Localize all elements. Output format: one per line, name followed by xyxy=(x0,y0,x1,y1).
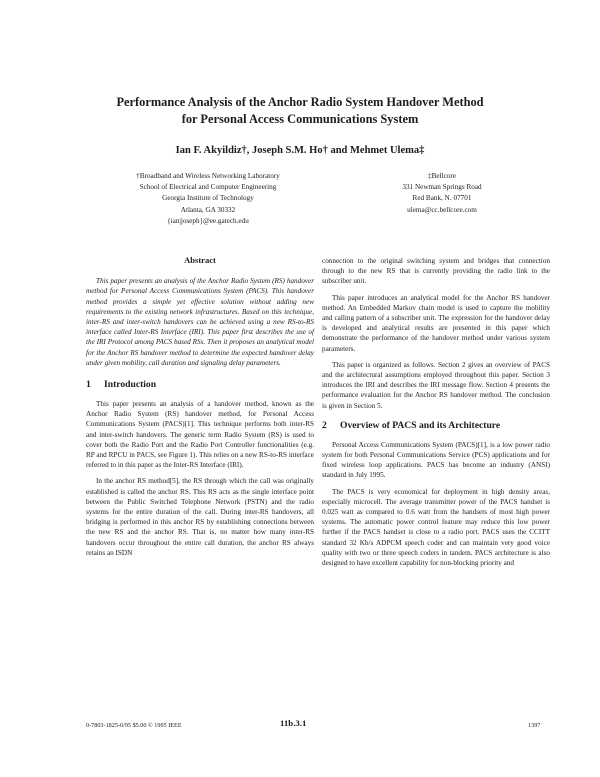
authors: Ian F. Akyildiz†, Joseph S.M. Ho† and Mehmet Ulema‡ xyxy=(175,145,425,156)
paper-title-line2: for Personal Access Communications System xyxy=(181,112,419,126)
right-paragraph: This paper is organized as follows. Section 2 gives an overview of PACS and the architectural assumptions employed throughout this paper. Section 3 introduces the IRI and describes the IRI message flow. Section 4 presents the performance evaluation for the Anchor RS handover method. The conclusion is given in Section 5. xyxy=(322,360,550,410)
section2-number: 2 xyxy=(322,419,327,431)
affiliation-line: Red Bank, N. 07701 xyxy=(412,194,472,203)
affiliation-left xyxy=(78,171,338,227)
right-paragraph: This paper introduces an analytical model for the Anchor RS handover method. An Embedded Markov chain model is used to capture the mobility and calling pattern of a subscriber unit. The expression for the handover delay is developed and analytical results are presented in this paper which demonstrate the performance of the handover method under various system parameters. xyxy=(322,293,550,353)
right-paragraph: connection to the original switching system and bridges that connection through to the new RS that is currently providing the radio link to the subscriber unit. xyxy=(322,257,550,286)
section1-number: 1 xyxy=(86,379,91,391)
session-number: 11b.3.1 xyxy=(280,718,307,728)
affiliation-line: ‡Bellcore xyxy=(428,172,456,180)
section1-paragraph: In the anchor RS method[5], the RS through which the call was originally established is called the anchor RS. This RS acts as the single interface point between the Public Switched Telephone Network (PSTN) and the radio systems for the entire duration of the call. During inter-RS handovers, all bridging is performed in this anchor RS by establishing connections between the new RS and the anchor RS. That is, no matter how many inter-RS handovers occur throughout the entire call duration, the anchor RS always retains an ISDN xyxy=(86,477,314,557)
section1-title: Introduction xyxy=(104,379,157,391)
affiliation-line: †Broadband and Wireless Networking Laboratory xyxy=(136,172,280,180)
abstract-heading: Abstract xyxy=(184,255,216,265)
paper-title-line1: Performance Analysis of the Anchor Radio System Handover Method xyxy=(116,95,484,109)
abstract-text: This paper presents an analysis of the Anchor Radio System (RS) handover method for Personal Access Communications System (PACS). This handover method provides a simple yet effective solution without adding new requirements to the existing network infrastructures. Based on this technique, inter-RS and inter-switch handovers can be achieved using a new RS-to-RS interface called Inter-RS Interface (IRI). This paper first describes the use of the IRI Protocol among PACS based RSs. Then it proposes an analytical model for the Anchor RS handover method to determine the expected handover delay under given mobility, call duration and signaling delay parameters. xyxy=(86,277,314,367)
right-column xyxy=(322,256,550,574)
affiliation-email: ulema@cc.bellcore.com xyxy=(407,205,477,214)
section2-paragraph: Personal Access Communications System (PACS)[1], is a low power radio system for both Personal Communications Service (PCS) applications and for fixed wireless loop applications. PACS has become an industry (ANSI) standard in July 1995. xyxy=(322,440,550,480)
copyright-footer: 0-7803-1825-0/95 $5.00 © 1995 IEEE xyxy=(86,722,182,729)
section2-heading xyxy=(322,419,550,432)
affiliation-right xyxy=(372,171,512,216)
affiliation-email: {ian|joseph}@ee.gatech.edu xyxy=(167,216,249,225)
affiliation-line: 331 Newman Springs Road xyxy=(402,183,482,192)
affiliation-line: School of Electrical and Computer Engineering xyxy=(139,183,277,192)
left-column xyxy=(86,255,314,564)
affiliation-line: Atlanta, GA 30332 xyxy=(180,205,236,214)
affiliation-line: Georgia Institute of Technology xyxy=(162,194,254,203)
section1-paragraph: This paper presents an analysis of a handover method, known as the Anchor Radio System (RS) handover method, for Personal Access Communications System (PACS)[1]. This technique performs both inter-RS and inter-switch handovers. The generic term Radio System (RS) is used to cover both the Radio Port and the Radio Port Controller functionalities (e.g. RP and RPCU in PACS, see Figure 1). This relies on a new RS-to-RS interface referred to in this paper as the Inter-RS Interface (IRI). xyxy=(86,400,314,470)
page-number: 1397 xyxy=(528,722,541,729)
section1-heading xyxy=(86,378,314,391)
section2-paragraph: The PACS is very economical for deployment in high density areas, especially microcell. The average transmitter power of the PACS handset is 0.025 watt as compared to 0.6 watt from the handsets of most high power systems. The automatic power control feature may reduce this low power further if the PACS handset is close to a radio port. PACS uses the CCITT standard 32 Kb/s ADPCM speech coder and can maintain very good voice quality with two or three speech coders in tandem. PACS architecture is also designed to have excellent capability for non-blocking priority and xyxy=(322,487,550,568)
section2-title: Overview of PACS and its Architecture xyxy=(340,419,501,431)
